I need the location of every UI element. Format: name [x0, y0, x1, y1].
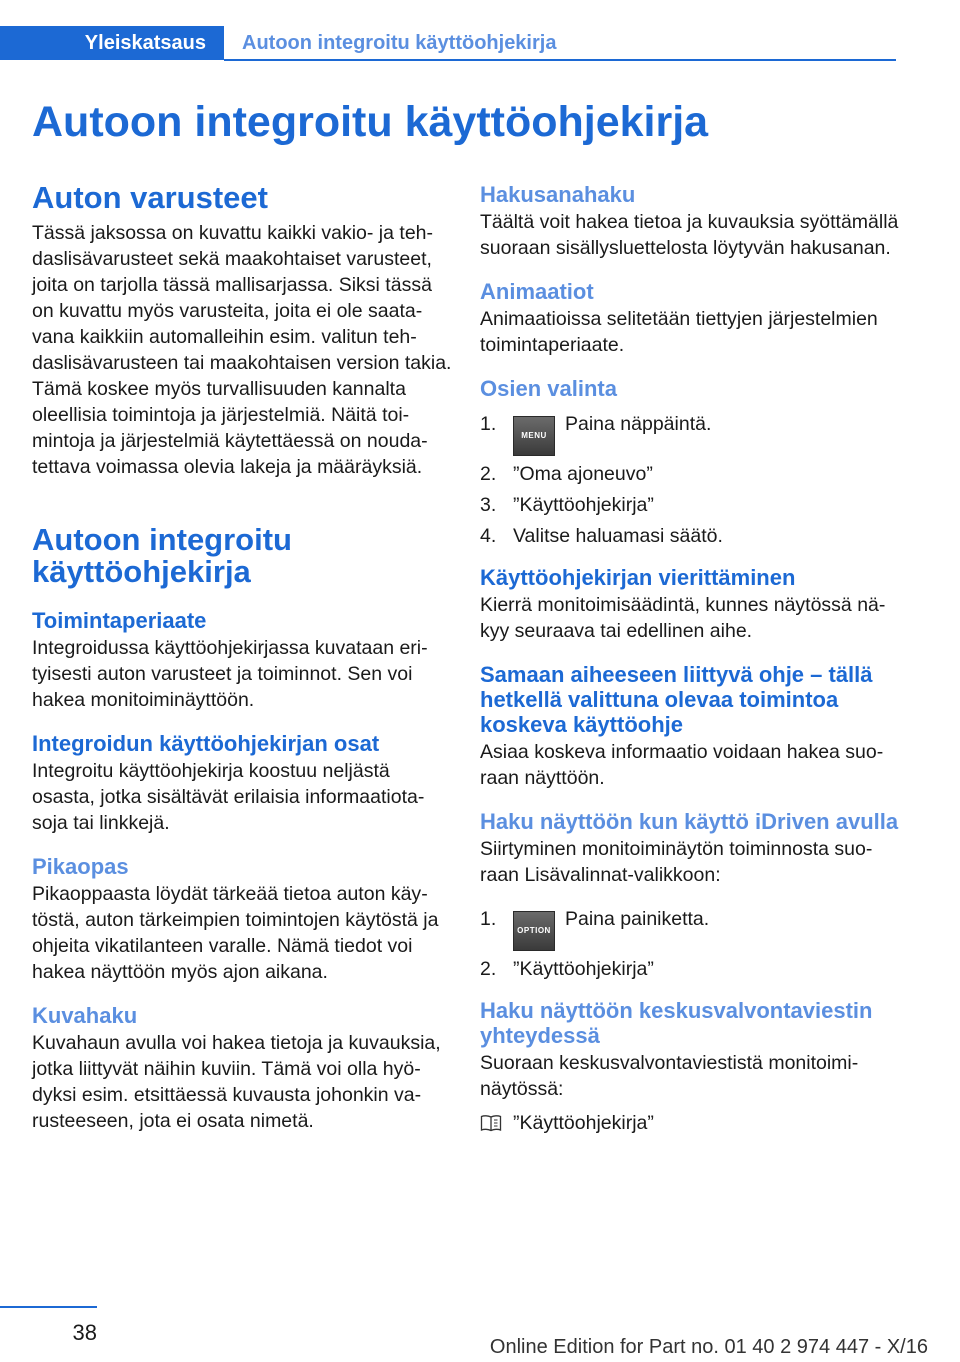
list-item: 2. ”Käyttöohjekirja”	[480, 958, 654, 980]
heading-osat: Integroidun käyttöohjekirjan osat	[32, 731, 380, 756]
heading-osien-valinta: Osien valinta	[480, 376, 617, 401]
heading-keskusvalvonta: Haku näyttöön keskusvalvontaviestin yhteydessä	[480, 998, 873, 1048]
steps-haku-idrive	[480, 906, 900, 982]
heading-kuvahaku: Kuvahaku	[32, 1003, 138, 1028]
paragraph-varusteet: Tässä jaksossa on kuvattu kaikki vakio- ja tehdaslisävarusteet sekä maakohtaiset varusteet, joita on tarjolla tässä mallisarjassa. Siksi tässä on kuvattu myös varusteita, joita ei ole saatavana kaikkiin automalleihin esim. valitun tehdaslisävarusteen tai maakohtaisen version takia. Tämä koskee myös turvallisuuden kannalta oleellisia toimintoja ja järjestelmiä. Näitä toimintoja ja järjestelmiä käytettäessä on noudatettava voimassa olevia lakeja ja määräyksiä.	[32, 222, 452, 478]
list-item: 4. Valitse haluamasi säätö.	[480, 525, 723, 547]
paragraph-keskusvalvonta: Suoraan keskusvalvontaviestistä monitoiminäytössä:	[480, 1052, 859, 1100]
right-column	[480, 182, 900, 1136]
paragraph-pikaopas: Pikaoppaasta löydät tärkeää tietoa auton käytöstä, auton tärkeimpien toimintojen käytöstä ja ohjeita vikatilanteen varalle. Nämä tiedot voi hakea näyttöön myös ajon aikana.	[32, 883, 439, 983]
paragraph-animaatiot: Animaatioissa selitetään tiettyjen järjestelmien toimintaperiaate.	[480, 308, 878, 356]
paragraph-samaan-aiheeseen: Asiaa koskeva informaatio voidaan hakea suoraan näyttöön.	[480, 741, 884, 789]
option-button-icon: OPTION	[513, 911, 555, 951]
steps-osien-valinta	[480, 411, 900, 549]
footer-rule	[0, 1306, 97, 1308]
page-title: Autoon integroitu käyttöohjekirja	[32, 98, 709, 146]
paragraph-hakusanahaku: Täältä voit hakea tietoa ja kuvauksia syöttämällä suoraan sisällysluettelosta löytyvän hakusanan.	[480, 211, 899, 259]
left-column	[32, 182, 452, 1152]
paragraph-haku-idrive: Siirtyminen monitoiminäytön toiminnosta suoraan Lisävalinnat-valikkoon:	[480, 838, 873, 886]
list-item: 2. ”Oma ajoneuvo”	[480, 463, 653, 485]
heading-hakusanahaku: Hakusanahaku	[480, 182, 636, 207]
list-item: 1. MENUPaina näppäintä.	[480, 411, 900, 456]
menu-button-icon: MENU	[513, 416, 555, 456]
list-item: ”Käyttöohjekirja”	[480, 1110, 900, 1136]
edition-note: Online Edition for Part no. 01 40 2 974 447 - X/16	[489, 1336, 928, 1358]
heading-haku-idrive: Haku näyttöön kun käyttö iDriven avulla	[480, 809, 899, 834]
heading-vierittaminen: Käyttöohjekirjan vierittäminen	[480, 565, 796, 590]
list-item: 1. OPTIONPaina painiketta.	[480, 906, 900, 951]
paragraph-vierittaminen: Kierrä monitoimisäädintä, kunnes näytössä näkyy seuraava tai edellinen aihe.	[480, 594, 886, 642]
book-icon	[480, 1114, 502, 1132]
paragraph-kuvahaku: Kuvahaun avulla voi hakea tietoja ja kuvauksia, jotka liittyvät näihin kuviin. Tämä voi olla hyödyksi esim. etsittäessä kuvausta johonkin varusteeseen, jota ei osata nimetä.	[32, 1032, 441, 1132]
page-number: 38	[72, 1320, 97, 1345]
heading-toimintaperiaate: Toimintaperiaate	[32, 608, 207, 633]
heading-samaan-aiheeseen: Samaan aiheeseen liittyvä ohje – tällä hetkellä valittuna olevaa toimintoa koskeva käyttöohje	[480, 662, 873, 737]
paragraph-toimintaperiaate: Integroidussa käyttöohjekirjassa kuvataan erityisesti auton varusteet ja toiminnot. Sen voi hakea monitoiminäyttöön.	[32, 637, 428, 711]
heading-animaatiot: Animaatiot	[480, 279, 594, 304]
heading-pikaopas: Pikaopas	[32, 854, 129, 879]
breadcrumb[interactable]: Autoon integroitu käyttöohjekirja	[242, 32, 557, 54]
section-tab[interactable]: Yleiskatsaus	[0, 26, 224, 60]
page-header	[0, 26, 896, 62]
header-rule	[224, 59, 896, 61]
paragraph-osat: Integroitu käyttöohjekirja koostuu neljästä osasta, jotka sisältävät erilaisia informaatiotasoja tai linkkejä.	[32, 760, 425, 834]
section-title-varusteet: Auton varusteet	[32, 180, 268, 215]
section-title-kayttoohjekirja: Autoon integroitu käyttöohjekirja	[32, 522, 292, 589]
list-item: 3. ”Käyttöohjekirja”	[480, 494, 654, 516]
